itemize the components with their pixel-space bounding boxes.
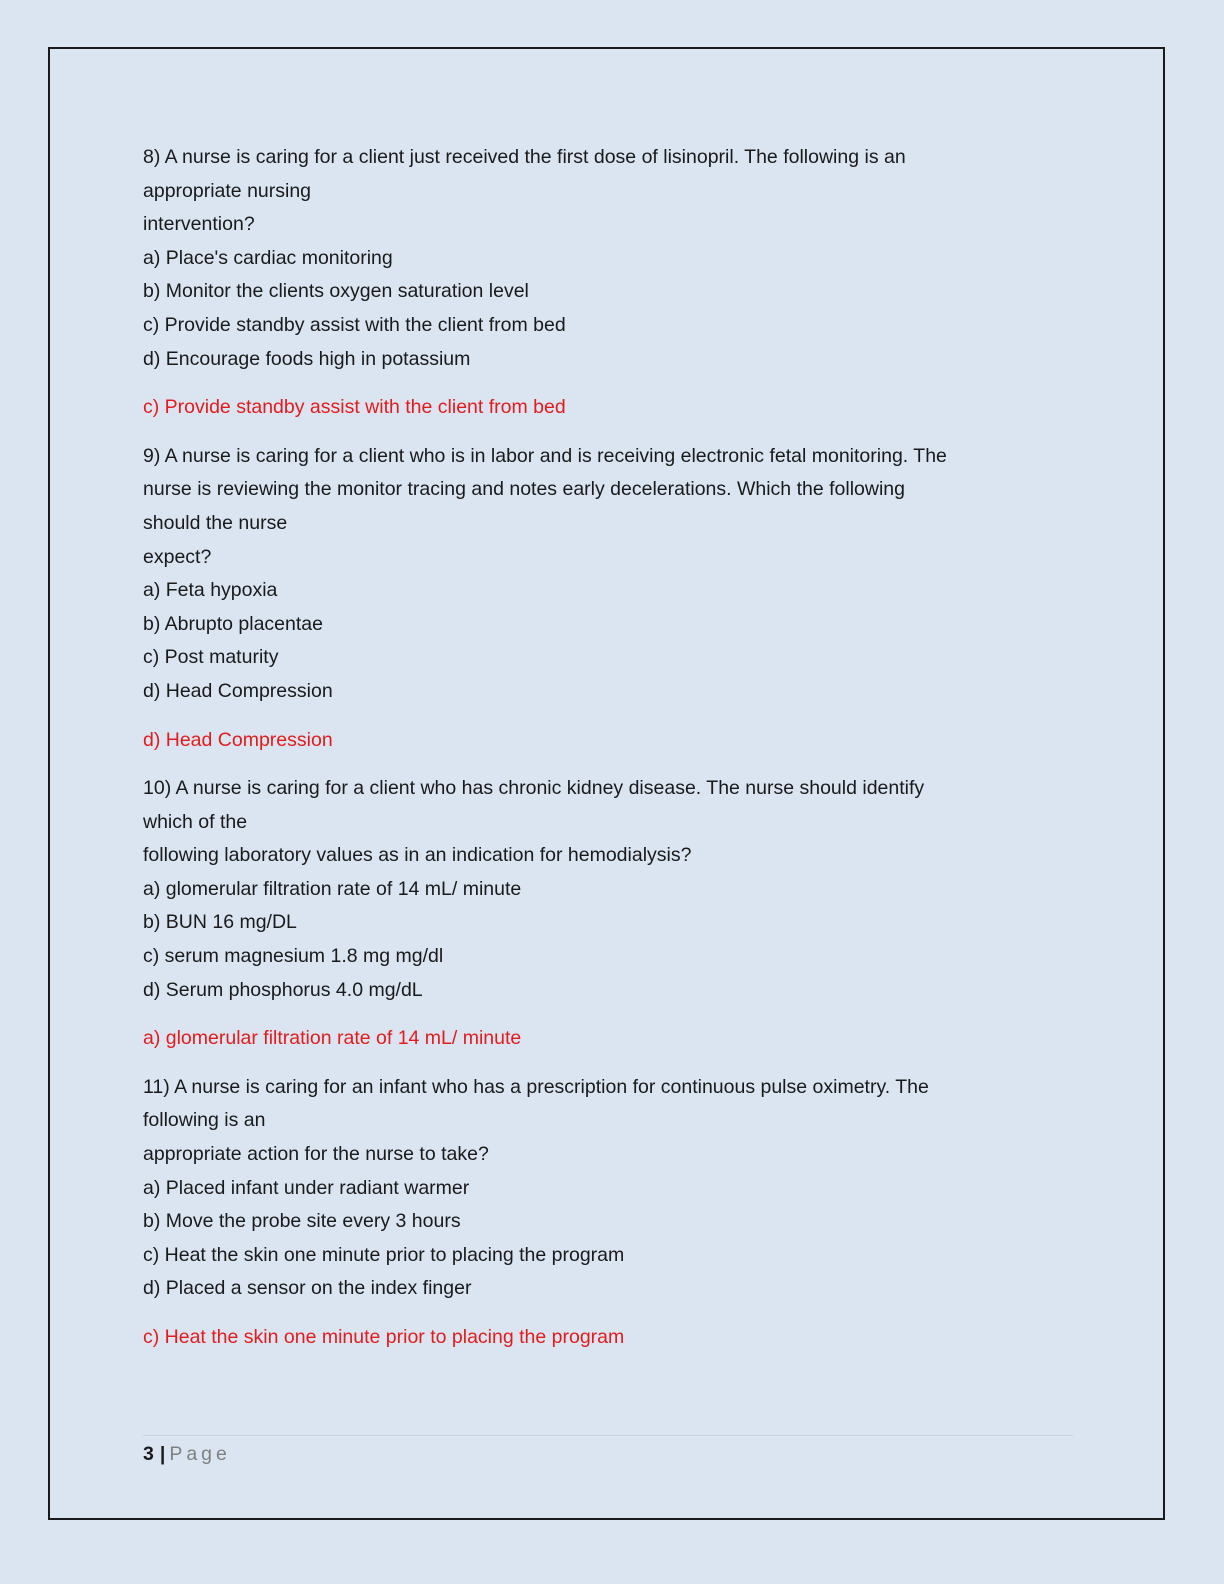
question-text-line: expect? bbox=[143, 545, 212, 568]
option-c: c) Heat the skin one minute prior to placing the program bbox=[143, 1243, 625, 1266]
option-a: a) Place's cardiac monitoring bbox=[143, 246, 393, 269]
option-d: d) Head Compression bbox=[143, 679, 333, 702]
answer-10: a) glomerular filtration rate of 14 mL/ minute bbox=[143, 1027, 522, 1050]
question-text-line: which of the bbox=[143, 810, 248, 833]
option-a: a) Feta hypoxia bbox=[143, 579, 278, 602]
question-text-line: 9) A nurse is caring for a client who is in labor and is receiving electronic fetal monitoring. The bbox=[143, 444, 947, 467]
page-footer bbox=[143, 1439, 231, 1469]
option-c: c) Post maturity bbox=[143, 646, 279, 669]
option-c: c) Provide standby assist with the client from bed bbox=[143, 313, 566, 336]
question-text-line: 8) A nurse is caring for a client just received the first dose of lisinopril. The following is an bbox=[143, 146, 906, 168]
option-c: c) serum magnesium 1.8 mg mg/dl bbox=[143, 945, 444, 968]
option-d: d) Serum phosphorus 4.0 mg/dL bbox=[143, 978, 423, 1001]
page-number: 3 bbox=[143, 1443, 154, 1465]
footer-separator: | bbox=[159, 1443, 166, 1465]
option-a: a) glomerular filtration rate of 14 mL/ minute bbox=[143, 877, 522, 900]
document-content bbox=[143, 141, 1063, 1370]
question-text-line: intervention? bbox=[143, 213, 255, 236]
option-b: b) Monitor the clients oxygen saturation level bbox=[143, 280, 529, 303]
footer-divider bbox=[143, 1435, 1073, 1436]
question-text-line: nurse is reviewing the monitor tracing and notes early decelerations. Which the following bbox=[143, 478, 905, 501]
question-text-line: appropriate nursing bbox=[143, 179, 312, 202]
question-10 bbox=[143, 772, 1063, 1007]
answer-9: d) Head Compression bbox=[143, 728, 333, 751]
option-d: d) Placed a sensor on the index finger bbox=[143, 1277, 472, 1300]
question-9 bbox=[143, 440, 1063, 709]
question-text-line: should the nurse bbox=[143, 511, 288, 534]
option-d: d) Encourage foods high in potassium bbox=[143, 347, 471, 370]
question-text-line: 11) A nurse is caring for an infant who has a prescription for continuous pulse oximetry. The bbox=[143, 1075, 929, 1098]
question-text-line: following laboratory values as in an indication for hemodialysis? bbox=[143, 844, 692, 867]
question-8 bbox=[143, 141, 1063, 376]
option-b: b) Abrupto placentae bbox=[143, 612, 323, 635]
question-11 bbox=[143, 1071, 1063, 1306]
page-label: Page bbox=[169, 1443, 231, 1465]
question-text-line: 10) A nurse is caring for a client who has chronic kidney disease. The nurse should identify bbox=[143, 777, 925, 800]
option-b: b) Move the probe site every 3 hours bbox=[143, 1210, 461, 1233]
option-b: b) BUN 16 mg/DL bbox=[143, 911, 297, 934]
question-text-line: appropriate action for the nurse to take? bbox=[143, 1143, 489, 1166]
answer-8: c) Provide standby assist with the client from bed bbox=[143, 396, 566, 419]
option-a: a) Placed infant under radiant warmer bbox=[143, 1176, 470, 1199]
answer-11: c) Heat the skin one minute prior to placing the program bbox=[143, 1326, 625, 1348]
question-text-line: following is an bbox=[143, 1109, 266, 1132]
